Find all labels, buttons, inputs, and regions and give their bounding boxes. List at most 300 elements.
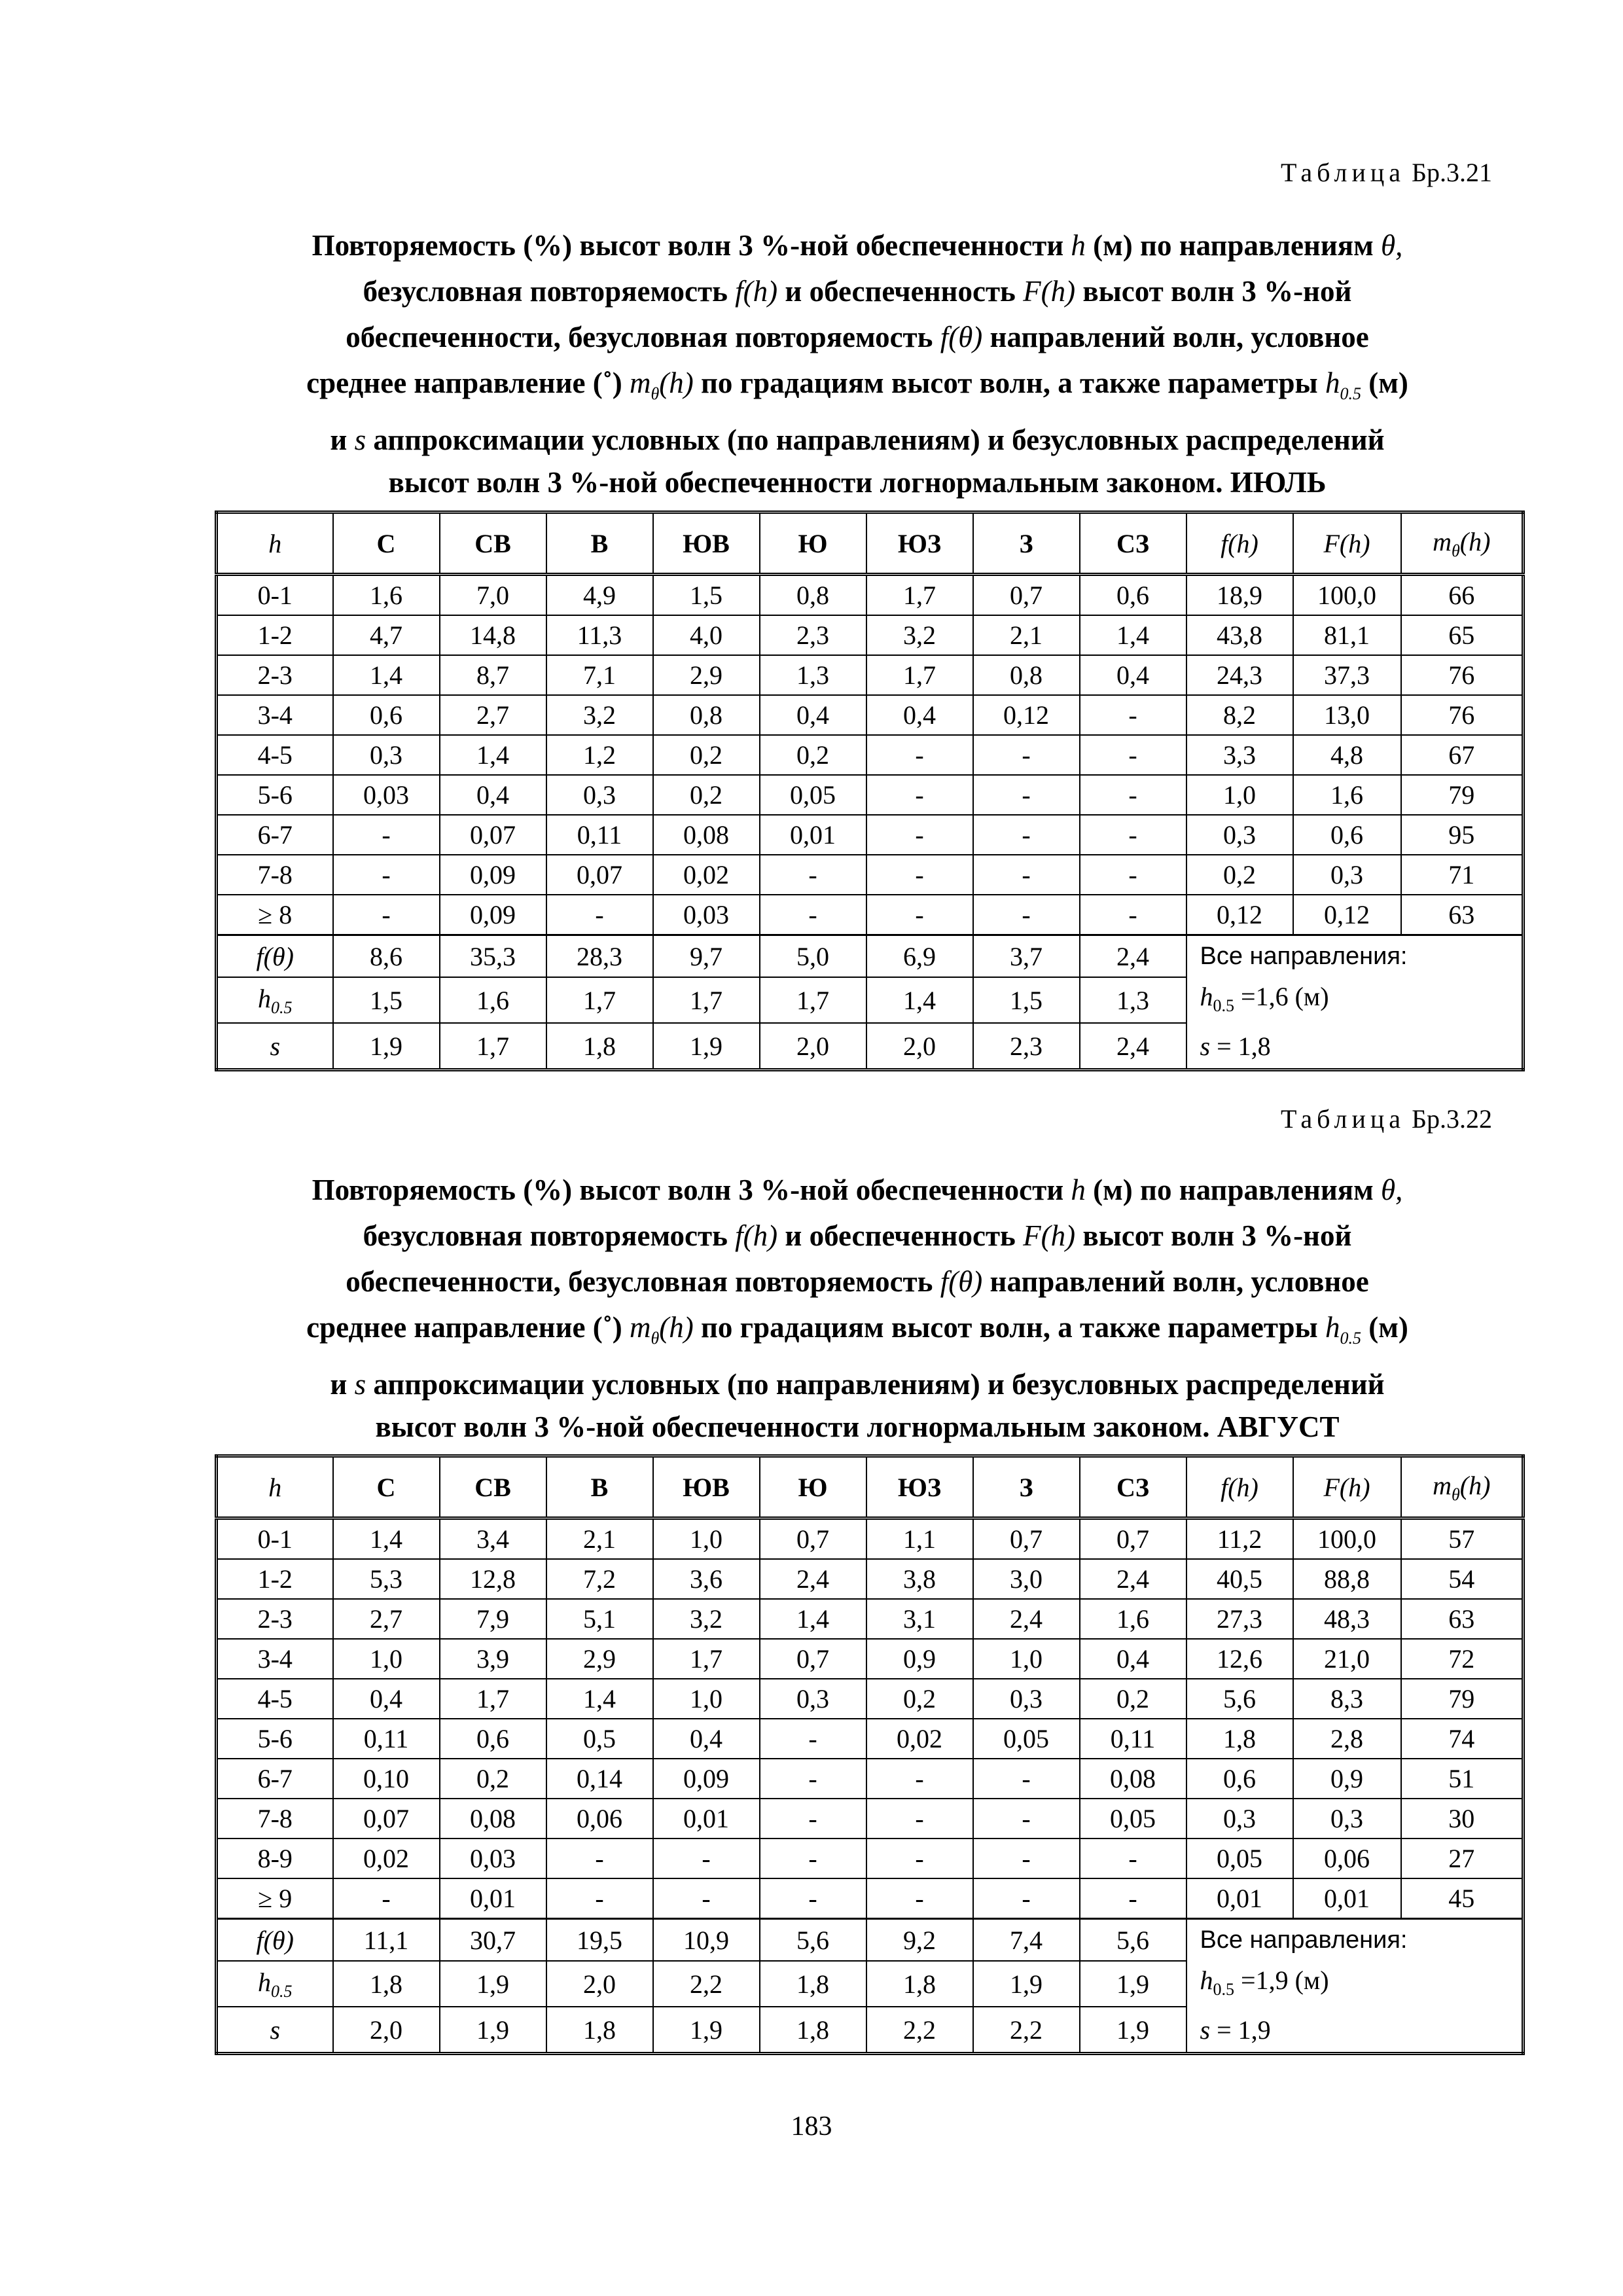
table-row bbox=[217, 1759, 1524, 1799]
direction-value-cell: 0,02 bbox=[866, 1719, 973, 1759]
summary-h-symbol: h bbox=[1200, 1965, 1213, 1995]
Fh-cell: 37,3 bbox=[1293, 655, 1401, 695]
direction-value-cell: 0,07 bbox=[546, 855, 653, 895]
fh-cell: 0,12 bbox=[1186, 895, 1293, 935]
direction-value-cell: 0,3 bbox=[973, 1679, 1080, 1719]
f-theta-row bbox=[217, 1919, 1524, 1962]
direction-value-cell: 0,6 bbox=[440, 1719, 546, 1759]
h05-cell: 1,8 bbox=[760, 1961, 866, 2007]
caption-symbol-sub: 0.5 bbox=[1340, 384, 1361, 403]
direction-value-cell: 3,9 bbox=[440, 1639, 546, 1679]
caption-symbol: F(h) bbox=[1023, 1219, 1076, 1252]
caption-text: безусловная повторяемость bbox=[363, 275, 728, 308]
caption-symbol-sub: θ bbox=[651, 384, 660, 403]
height-range-cell: 5-6 bbox=[217, 1719, 333, 1759]
m-theta-cell: 67 bbox=[1401, 735, 1524, 775]
caption-text: среднее направление (˚) bbox=[306, 1311, 622, 1344]
f-theta-label: f(θ) bbox=[217, 935, 333, 978]
direction-value-cell: 0,02 bbox=[333, 1839, 440, 1878]
s-cell: 2,0 bbox=[760, 1023, 866, 1070]
header-m-arg: (h) bbox=[1459, 1470, 1491, 1500]
m-theta-cell: 63 bbox=[1401, 895, 1524, 935]
header-Fh: F(h) bbox=[1293, 512, 1401, 575]
direction-value-cell: 1,7 bbox=[866, 655, 973, 695]
caption-line bbox=[216, 417, 1499, 463]
direction-value-cell: 0,03 bbox=[440, 1839, 546, 1878]
summary-title: Все направления: bbox=[1200, 1926, 1408, 1954]
fh-cell: 0,3 bbox=[1186, 815, 1293, 855]
s-cell: 2,2 bbox=[866, 2007, 973, 2054]
direction-value-cell: - bbox=[1080, 1878, 1186, 1919]
direction-value-cell: 11,3 bbox=[546, 615, 653, 655]
summary-h-symbol: h bbox=[1200, 982, 1213, 1011]
direction-value-cell: 1,4 bbox=[333, 655, 440, 695]
direction-value-cell: - bbox=[866, 1759, 973, 1799]
m-theta-cell: 66 bbox=[1401, 575, 1524, 616]
direction-value-cell: - bbox=[973, 1878, 1080, 1919]
caption-line bbox=[216, 1304, 1499, 1361]
height-range-cell: 3-4 bbox=[217, 695, 333, 735]
caption-line bbox=[216, 223, 1499, 268]
direction-value-cell: 0,6 bbox=[1080, 575, 1186, 616]
summary-h-sub: 0.5 bbox=[1213, 1980, 1234, 1999]
caption-symbol-sub: 0.5 bbox=[1340, 1329, 1361, 1348]
caption-symbol: h bbox=[1071, 229, 1086, 262]
caption-text: (м) по направлениям bbox=[1093, 1174, 1374, 1206]
fh-cell: 1,0 bbox=[1186, 775, 1293, 815]
caption-text: по градациям высот волн, а также параметры bbox=[700, 367, 1318, 399]
fh-cell: 3,3 bbox=[1186, 735, 1293, 775]
h05-sub: 0.5 bbox=[271, 1981, 293, 2001]
header-direction: СВ bbox=[440, 1456, 546, 1518]
summary-s-symbol: s bbox=[1200, 1031, 1211, 1061]
summary-h05 bbox=[1200, 1960, 1522, 2010]
caption-line bbox=[216, 1167, 1499, 1213]
direction-value-cell: 1,5 bbox=[653, 575, 760, 616]
direction-value-cell: 0,08 bbox=[1080, 1759, 1186, 1799]
direction-value-cell: - bbox=[760, 1839, 866, 1878]
caption-text: (м) bbox=[1368, 1311, 1408, 1344]
direction-value-cell: - bbox=[866, 815, 973, 855]
page-number: 183 bbox=[791, 2111, 832, 2142]
header-Fh: F(h) bbox=[1293, 1456, 1401, 1518]
direction-value-cell: - bbox=[333, 1878, 440, 1919]
direction-value-cell: 0,7 bbox=[973, 1518, 1080, 1560]
f-theta-cell: 10,9 bbox=[653, 1919, 760, 1962]
caption-text: высот волн 3 %-ной обеспеченности логнормальным законом. ИЮЛЬ bbox=[388, 466, 1327, 499]
fh-cell: 0,3 bbox=[1186, 1799, 1293, 1839]
caption-symbol bbox=[629, 1311, 694, 1348]
direction-value-cell: 3,2 bbox=[653, 1599, 760, 1639]
fh-cell: 8,2 bbox=[1186, 695, 1293, 735]
direction-value-cell: 1,4 bbox=[440, 735, 546, 775]
direction-value-cell: 0,4 bbox=[440, 775, 546, 815]
height-range-cell: 1-2 bbox=[217, 615, 333, 655]
direction-value-cell: 0,6 bbox=[333, 695, 440, 735]
s-cell: 1,9 bbox=[653, 1023, 760, 1070]
summary-s bbox=[1200, 1026, 1522, 1067]
f-theta-cell: 3,7 bbox=[973, 935, 1080, 978]
direction-value-cell: - bbox=[973, 1799, 1080, 1839]
direction-value-cell: 1,2 bbox=[546, 735, 653, 775]
s-cell: 1,9 bbox=[1080, 2007, 1186, 2054]
height-range-cell: 2-3 bbox=[217, 655, 333, 695]
f-theta-cell: 11,1 bbox=[333, 1919, 440, 1962]
direction-value-cell: 1,4 bbox=[333, 1518, 440, 1560]
direction-value-cell: 4,9 bbox=[546, 575, 653, 616]
direction-value-cell: - bbox=[866, 735, 973, 775]
h05-cell: 1,9 bbox=[440, 1961, 546, 2007]
direction-value-cell: 0,2 bbox=[1080, 1679, 1186, 1719]
direction-value-cell: - bbox=[653, 1839, 760, 1878]
m-theta-cell: 72 bbox=[1401, 1639, 1524, 1679]
f-theta-cell: 35,3 bbox=[440, 935, 546, 978]
header-direction: С bbox=[333, 512, 440, 575]
direction-value-cell: 2,7 bbox=[440, 695, 546, 735]
Fh-cell: 0,6 bbox=[1293, 815, 1401, 855]
direction-value-cell: - bbox=[546, 1878, 653, 1919]
direction-value-cell: 0,8 bbox=[973, 655, 1080, 695]
s-cell: 1,8 bbox=[546, 1023, 653, 1070]
direction-value-cell: 0,06 bbox=[546, 1799, 653, 1839]
table-label-number: Бр.3.21 bbox=[1412, 158, 1492, 187]
all-directions-summary bbox=[1186, 1919, 1524, 2054]
header-m bbox=[1401, 1456, 1524, 1518]
caption-symbol bbox=[1325, 1311, 1361, 1348]
direction-value-cell: - bbox=[546, 1839, 653, 1878]
direction-value-cell: 2,4 bbox=[1080, 1559, 1186, 1599]
wave-table-august bbox=[215, 1454, 1525, 2055]
table-row bbox=[217, 775, 1524, 815]
header-m bbox=[1401, 512, 1524, 575]
caption-text: направлений волн, условное bbox=[990, 321, 1369, 353]
h05-label bbox=[217, 977, 333, 1023]
direction-value-cell: 7,9 bbox=[440, 1599, 546, 1639]
s-cell: 1,9 bbox=[440, 2007, 546, 2054]
summary-title: Все направления: bbox=[1200, 942, 1408, 970]
summary-h-value: 1,6 bbox=[1255, 982, 1289, 1011]
direction-value-cell: 0,05 bbox=[973, 1719, 1080, 1759]
height-range-cell: 7-8 bbox=[217, 855, 333, 895]
direction-value-cell: 0,9 bbox=[866, 1639, 973, 1679]
direction-value-cell: 1,6 bbox=[333, 575, 440, 616]
h05-cell: 1,4 bbox=[866, 977, 973, 1023]
f-theta-cell: 2,4 bbox=[1080, 935, 1186, 978]
direction-value-cell: - bbox=[760, 1759, 866, 1799]
direction-value-cell: 0,7 bbox=[973, 575, 1080, 616]
fh-cell: 1,8 bbox=[1186, 1719, 1293, 1759]
direction-value-cell: - bbox=[866, 1878, 973, 1919]
Fh-cell: 0,06 bbox=[1293, 1839, 1401, 1878]
direction-value-cell: 0,11 bbox=[333, 1719, 440, 1759]
f-theta-cell: 6,9 bbox=[866, 935, 973, 978]
height-range-cell: 0-1 bbox=[217, 575, 333, 616]
f-theta-cell: 7,4 bbox=[973, 1919, 1080, 1962]
direction-value-cell: - bbox=[973, 815, 1080, 855]
direction-value-cell: 8,7 bbox=[440, 655, 546, 695]
caption-symbol: θ, bbox=[1381, 1174, 1403, 1206]
direction-value-cell: 0,2 bbox=[866, 1679, 973, 1719]
direction-value-cell: 0,01 bbox=[440, 1878, 546, 1919]
direction-value-cell: 0,08 bbox=[653, 815, 760, 855]
s-cell: 2,3 bbox=[973, 1023, 1080, 1070]
direction-value-cell: - bbox=[333, 815, 440, 855]
header-direction: З bbox=[973, 1456, 1080, 1518]
h05-cell: 1,8 bbox=[866, 1961, 973, 2007]
s-cell: 1,8 bbox=[546, 2007, 653, 2054]
caption-line bbox=[216, 360, 1499, 417]
caption-symbol: f(θ) bbox=[940, 321, 983, 353]
h05-cell: 1,3 bbox=[1080, 977, 1186, 1023]
direction-value-cell: 3,8 bbox=[866, 1559, 973, 1599]
table-label-word: Таблица bbox=[1280, 1104, 1406, 1134]
Fh-cell: 100,0 bbox=[1293, 1518, 1401, 1560]
direction-value-cell: 0,07 bbox=[333, 1799, 440, 1839]
height-range-cell: 5-6 bbox=[217, 775, 333, 815]
h05-cell: 1,9 bbox=[973, 1961, 1080, 2007]
direction-value-cell: 1,7 bbox=[653, 1639, 760, 1679]
fh-cell: 40,5 bbox=[1186, 1559, 1293, 1599]
caption-text: по градациям высот волн, а также параметры bbox=[700, 1311, 1318, 1344]
table-row bbox=[217, 1639, 1524, 1679]
caption-text: высот волн 3 %-ной обеспеченности логнормальным законом. АВГУСТ bbox=[375, 1410, 1340, 1443]
Fh-cell: 0,01 bbox=[1293, 1878, 1401, 1919]
fh-cell: 27,3 bbox=[1186, 1599, 1293, 1639]
direction-value-cell: 0,3 bbox=[333, 735, 440, 775]
caption-symbol-arg: (h) bbox=[659, 367, 694, 399]
direction-value-cell: 0,4 bbox=[1080, 655, 1186, 695]
direction-value-cell: 0,4 bbox=[866, 695, 973, 735]
caption-line bbox=[216, 314, 1499, 360]
caption-text: Повторяемость (%) высот волн 3 %-ной обеспеченности bbox=[312, 1174, 1064, 1206]
summary-s-eq: = bbox=[1217, 2015, 1232, 2045]
header-m-sub: θ bbox=[1451, 541, 1460, 560]
caption-symbol: s bbox=[354, 1368, 366, 1401]
f-theta-cell: 5,0 bbox=[760, 935, 866, 978]
m-theta-cell: 71 bbox=[1401, 855, 1524, 895]
m-theta-cell: 74 bbox=[1401, 1719, 1524, 1759]
caption-symbol: F(h) bbox=[1023, 275, 1076, 308]
direction-value-cell: - bbox=[1080, 695, 1186, 735]
direction-value-cell: 1,0 bbox=[973, 1639, 1080, 1679]
table-row bbox=[217, 1799, 1524, 1839]
f-theta-cell: 19,5 bbox=[546, 1919, 653, 1962]
caption-text: и обеспеченность bbox=[785, 275, 1016, 308]
table-row bbox=[217, 735, 1524, 775]
caption-symbol: f(h) bbox=[735, 275, 778, 308]
Fh-cell: 100,0 bbox=[1293, 575, 1401, 616]
h05-cell: 1,8 bbox=[333, 1961, 440, 2007]
table-row bbox=[217, 1559, 1524, 1599]
direction-value-cell: 3,0 bbox=[973, 1559, 1080, 1599]
direction-value-cell: 0,8 bbox=[653, 695, 760, 735]
table-row bbox=[217, 815, 1524, 855]
caption-symbol-h: h bbox=[1325, 367, 1340, 399]
direction-value-cell: 0,12 bbox=[973, 695, 1080, 735]
height-range-cell: 2-3 bbox=[217, 1599, 333, 1639]
direction-value-cell: 1,7 bbox=[866, 575, 973, 616]
caption-line bbox=[216, 1407, 1499, 1446]
f-theta-cell: 5,6 bbox=[760, 1919, 866, 1962]
Fh-cell: 81,1 bbox=[1293, 615, 1401, 655]
table-body bbox=[217, 1518, 1524, 2054]
direction-value-cell: - bbox=[546, 895, 653, 935]
s-label: s bbox=[217, 2007, 333, 2054]
direction-value-cell: 1,1 bbox=[866, 1518, 973, 1560]
height-range-cell: 8-9 bbox=[217, 1839, 333, 1878]
direction-value-cell: 1,3 bbox=[760, 655, 866, 695]
direction-value-cell: 0,2 bbox=[653, 775, 760, 815]
direction-value-cell: 0,03 bbox=[333, 775, 440, 815]
caption-line bbox=[216, 1361, 1499, 1407]
direction-value-cell: - bbox=[1080, 815, 1186, 855]
header-m-symbol: m bbox=[1433, 1470, 1452, 1500]
f-theta-label: f(θ) bbox=[217, 1919, 333, 1962]
s-cell: 2,4 bbox=[1080, 1023, 1186, 1070]
h05-cell: 1,5 bbox=[973, 977, 1080, 1023]
caption-text: Повторяемость (%) высот волн 3 %-ной обеспеченности bbox=[312, 229, 1064, 262]
m-theta-cell: 79 bbox=[1401, 775, 1524, 815]
header-direction: Ю bbox=[760, 1456, 866, 1518]
header-direction: СВ bbox=[440, 512, 546, 575]
direction-value-cell: 4,7 bbox=[333, 615, 440, 655]
caption-text: высот волн 3 %-ной bbox=[1082, 1219, 1352, 1252]
height-range-cell: 6-7 bbox=[217, 815, 333, 855]
all-directions-summary bbox=[1186, 935, 1524, 1070]
height-range-cell: 3-4 bbox=[217, 1639, 333, 1679]
direction-value-cell: - bbox=[760, 1719, 866, 1759]
header-m-symbol: m bbox=[1433, 526, 1452, 556]
fh-cell: 0,6 bbox=[1186, 1759, 1293, 1799]
m-theta-cell: 27 bbox=[1401, 1839, 1524, 1878]
table-row bbox=[217, 1719, 1524, 1759]
direction-value-cell: 7,1 bbox=[546, 655, 653, 695]
direction-value-cell: 0,05 bbox=[760, 775, 866, 815]
table-row bbox=[217, 575, 1524, 616]
caption-text: аппроксимации условных (по направлениям) и безусловных распределений bbox=[373, 423, 1385, 456]
f-theta-cell: 8,6 bbox=[333, 935, 440, 978]
h05-label bbox=[217, 1961, 333, 2007]
m-theta-cell: 95 bbox=[1401, 815, 1524, 855]
direction-value-cell: 7,0 bbox=[440, 575, 546, 616]
direction-value-cell: - bbox=[333, 895, 440, 935]
caption-symbol: f(θ) bbox=[940, 1265, 983, 1298]
direction-value-cell: 0,09 bbox=[653, 1759, 760, 1799]
table-label bbox=[1281, 157, 1492, 188]
fh-cell: 24,3 bbox=[1186, 655, 1293, 695]
s-cell: 1,9 bbox=[653, 2007, 760, 2054]
caption-text: (м) по направлениям bbox=[1093, 229, 1374, 262]
direction-value-cell: - bbox=[1080, 895, 1186, 935]
s-label: s bbox=[217, 1023, 333, 1070]
table-label-number: Бр.3.22 bbox=[1412, 1104, 1492, 1134]
summary-h-eq: = bbox=[1241, 982, 1256, 1011]
direction-value-cell: 0,08 bbox=[440, 1799, 546, 1839]
direction-value-cell: - bbox=[973, 855, 1080, 895]
Fh-cell: 13,0 bbox=[1293, 695, 1401, 735]
height-range-cell: 0-1 bbox=[217, 1518, 333, 1560]
caption-text: высот волн 3 %-ной bbox=[1082, 275, 1352, 308]
m-theta-cell: 57 bbox=[1401, 1518, 1524, 1560]
header-row bbox=[217, 1456, 1524, 1518]
direction-value-cell: 2,4 bbox=[760, 1559, 866, 1599]
h05-symbol: h bbox=[258, 983, 271, 1013]
direction-value-cell: 0,3 bbox=[546, 775, 653, 815]
table-caption bbox=[216, 223, 1499, 502]
direction-value-cell: 0,2 bbox=[760, 735, 866, 775]
table-row bbox=[217, 655, 1524, 695]
h05-cell: 1,6 bbox=[440, 977, 546, 1023]
caption-symbol-h: h bbox=[1325, 1311, 1340, 1344]
direction-value-cell: 0,07 bbox=[440, 815, 546, 855]
caption-symbol-m: m bbox=[629, 1311, 651, 1344]
Fh-cell: 4,8 bbox=[1293, 735, 1401, 775]
Fh-cell: 21,0 bbox=[1293, 1639, 1401, 1679]
caption-symbol-arg: (h) bbox=[659, 1311, 694, 1344]
Fh-cell: 0,3 bbox=[1293, 1799, 1401, 1839]
caption-symbol-sub: θ bbox=[651, 1329, 660, 1348]
direction-value-cell: 1,4 bbox=[1080, 615, 1186, 655]
header-direction: С bbox=[333, 1456, 440, 1518]
caption-text: (м) bbox=[1368, 367, 1408, 399]
summary-s-symbol: s bbox=[1200, 2015, 1211, 2045]
height-range-cell: 7-8 bbox=[217, 1799, 333, 1839]
caption-symbol bbox=[629, 367, 694, 403]
direction-value-cell: 0,05 bbox=[1080, 1799, 1186, 1839]
table-row bbox=[217, 1679, 1524, 1719]
header-direction: В bbox=[546, 1456, 653, 1518]
direction-value-cell: 2,7 bbox=[333, 1599, 440, 1639]
f-theta-cell: 9,7 bbox=[653, 935, 760, 978]
height-range-cell: 1-2 bbox=[217, 1559, 333, 1599]
direction-value-cell: - bbox=[866, 855, 973, 895]
direction-value-cell: 14,8 bbox=[440, 615, 546, 655]
f-theta-row bbox=[217, 935, 1524, 978]
Fh-cell: 0,3 bbox=[1293, 855, 1401, 895]
table-row bbox=[217, 1878, 1524, 1919]
s-cell: 2,0 bbox=[866, 1023, 973, 1070]
summary-h05 bbox=[1200, 977, 1522, 1026]
fh-cell: 18,9 bbox=[1186, 575, 1293, 616]
caption-text: и bbox=[330, 1368, 348, 1401]
direction-value-cell: 0,4 bbox=[1080, 1639, 1186, 1679]
summary-h-eq: = bbox=[1241, 1965, 1256, 1995]
m-theta-cell: 45 bbox=[1401, 1878, 1524, 1919]
direction-value-cell: - bbox=[760, 855, 866, 895]
direction-value-cell: 0,4 bbox=[760, 695, 866, 735]
direction-value-cell: 0,8 bbox=[760, 575, 866, 616]
h05-cell: 1,7 bbox=[653, 977, 760, 1023]
direction-value-cell: 3,4 bbox=[440, 1518, 546, 1560]
height-range-cell: ≥ 8 bbox=[217, 895, 333, 935]
direction-value-cell: 1,0 bbox=[653, 1679, 760, 1719]
h05-sub: 0.5 bbox=[271, 997, 293, 1017]
direction-value-cell: 0,09 bbox=[440, 855, 546, 895]
direction-value-cell: 2,9 bbox=[653, 655, 760, 695]
direction-value-cell: - bbox=[973, 775, 1080, 815]
s-cell: 1,8 bbox=[760, 2007, 866, 2054]
m-theta-cell: 76 bbox=[1401, 655, 1524, 695]
direction-value-cell: 0,7 bbox=[760, 1639, 866, 1679]
Fh-cell: 8,3 bbox=[1293, 1679, 1401, 1719]
header-direction: ЮВ bbox=[653, 1456, 760, 1518]
height-range-cell: 6-7 bbox=[217, 1759, 333, 1799]
direction-value-cell: - bbox=[1080, 1839, 1186, 1878]
f-theta-cell: 30,7 bbox=[440, 1919, 546, 1962]
direction-value-cell: - bbox=[973, 1839, 1080, 1878]
direction-value-cell: 1,6 bbox=[1080, 1599, 1186, 1639]
summary-s-value: 1,8 bbox=[1238, 1031, 1271, 1061]
